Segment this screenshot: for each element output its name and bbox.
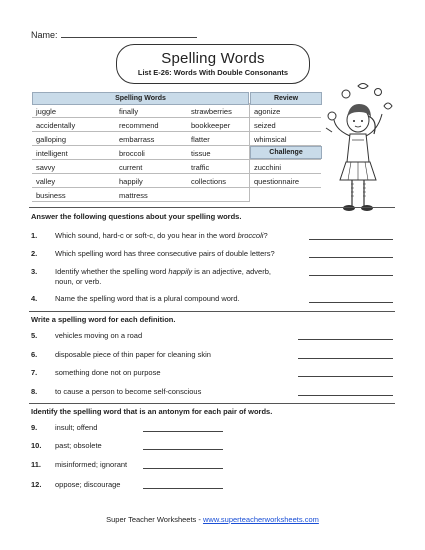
question-number: 9. <box>31 423 38 432</box>
answer-line[interactable] <box>143 468 223 469</box>
review-word-seized: seized <box>254 121 276 130</box>
footer-text: Super Teacher Worksheets - <box>106 515 203 524</box>
question-number: 5. <box>31 331 38 340</box>
answer-line[interactable] <box>309 275 393 276</box>
word-finally: finally <box>119 107 139 116</box>
challenge-word-questionnaire: questionnaire <box>254 177 300 186</box>
question-number: 3. <box>31 267 38 276</box>
question-number: 2. <box>31 249 38 258</box>
word-current: current <box>119 163 143 172</box>
word-tissue: tissue <box>191 149 211 158</box>
page-subtitle: List E-26: Words With Double Consonants <box>137 68 289 77</box>
answer-line[interactable] <box>309 302 393 303</box>
review-heading: Review <box>250 92 322 105</box>
question-number: 1. <box>31 231 38 240</box>
word-savvy: savvy <box>36 163 56 172</box>
question-number: 4. <box>31 294 38 303</box>
question-number: 11. <box>31 460 42 469</box>
question-number: 10. <box>31 441 42 450</box>
word-broccoli: broccoli <box>119 149 145 158</box>
antonym-pair: insult; offend <box>55 423 98 432</box>
word-galloping: galloping <box>36 135 67 144</box>
answer-line[interactable] <box>298 358 393 359</box>
question-text: Which spelling word has three consecutive pairs of double letters? <box>55 249 275 258</box>
question-number: 6. <box>31 350 38 359</box>
definition-text: disposable piece of thin paper for cleaning skin <box>55 350 211 359</box>
definition-text: vehicles moving on a road <box>55 331 143 340</box>
section-2-heading: Write a spelling word for each definition. <box>31 315 176 324</box>
question-number: 7. <box>31 368 38 377</box>
word-traffic: traffic <box>191 163 210 172</box>
word-recommend: recommend <box>119 121 159 130</box>
challenge-word-zucchini: zucchini <box>254 163 282 172</box>
question-number: 8. <box>31 387 38 396</box>
section-1-heading: Answer the following questions about your spelling words. <box>31 212 242 221</box>
word-intelligent: intelligent <box>36 149 68 158</box>
answer-line[interactable] <box>143 488 223 489</box>
review-word-whimsical: whimsical <box>254 135 287 144</box>
question-text: Which sound, hard-c or soft-c, do you hear in the word broccoli? <box>55 231 268 240</box>
antonym-pair: misinformed; ignorant <box>55 460 128 469</box>
section-3-heading: Identify the spelling word that is an antonym for each pair of words. <box>31 407 273 416</box>
title-banner <box>116 44 310 84</box>
antonym-pair: oppose; discourage <box>55 480 121 489</box>
name-row <box>31 29 197 40</box>
answer-line[interactable] <box>298 395 393 396</box>
word-juggle: juggle <box>36 107 57 116</box>
page-title: Spelling Words <box>161 50 265 67</box>
question-number: 12. <box>31 480 42 489</box>
challenge-heading: Challenge <box>250 146 322 159</box>
definition-text: to cause a person to become self-conscious <box>55 387 202 396</box>
spelling-words-heading: Spelling Words <box>32 92 249 105</box>
word-accidentally: accidentally <box>36 121 76 130</box>
question-text: Name the spelling word that is a plural compound word. <box>55 294 240 303</box>
answer-line[interactable] <box>298 339 393 340</box>
answer-line[interactable] <box>143 449 223 450</box>
word-collections: collections <box>191 177 227 186</box>
name-label: Name: <box>31 30 58 40</box>
word-business: business <box>36 191 66 200</box>
antonym-pair: past; obsolete <box>55 441 102 450</box>
answer-line[interactable] <box>143 431 223 432</box>
footer-link[interactable]: www.superteacherworksheets.com <box>202 515 319 524</box>
definition-text: something done not on purpose <box>55 368 161 377</box>
word-strawberries: strawberries <box>191 107 232 116</box>
word-embarrass: embarrass <box>119 135 155 144</box>
answer-line[interactable] <box>298 376 393 377</box>
answer-line[interactable] <box>309 239 393 240</box>
review-word-agonize: agonize <box>254 107 281 116</box>
answer-line[interactable] <box>309 257 393 258</box>
word-mattress: mattress <box>119 191 148 200</box>
footer <box>0 515 425 524</box>
name-field[interactable] <box>61 29 197 38</box>
word-happily: happily <box>119 177 143 186</box>
word-bookkeeper: bookkeeper <box>191 121 231 130</box>
word-flatter: flatter <box>191 135 210 144</box>
juggling-girl-illustration <box>318 78 398 218</box>
word-valley: valley <box>36 177 56 186</box>
question-text: Identify whether the spelling word happily is an adjective, adverb, noun, or verb. <box>55 267 271 286</box>
